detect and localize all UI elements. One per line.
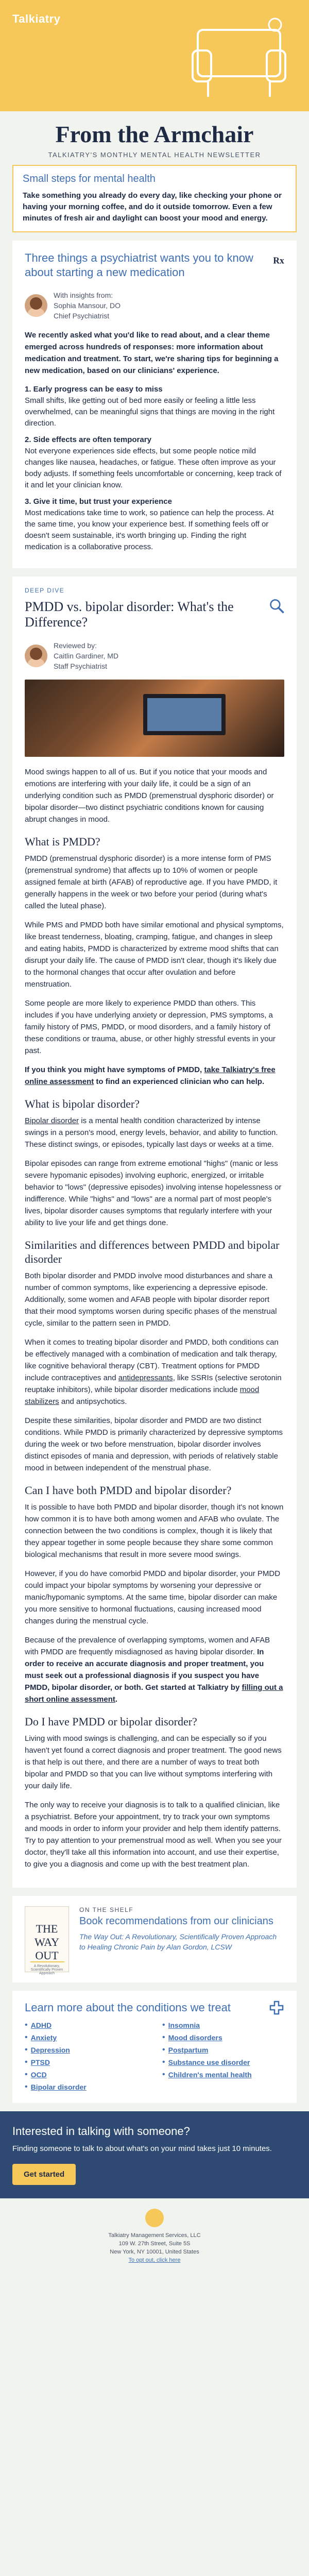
list-item: [25, 2045, 147, 2055]
hero-banner: [0, 0, 309, 111]
condition-link-substance[interactable]: • Substance use disorder: [168, 2058, 250, 2066]
list-item: 1. Early progress can be easy to miss Small shifts, like getting out of bed more easily or feeling a little less overwhelmed, can be meaningful signs that things are moving in the right direction.: [25, 385, 275, 428]
opt-out-link[interactable]: To opt out, click here: [128, 2257, 181, 2263]
article-p13: Because of the prevalence of overlapping symptoms, women and AFAB with PMDD are frequently misdiagnosed as having bipolar disorder. In order to receive an accurate diagnosis and proper treatment, you must seek out a professional diagnosis if you suspect you have PMDD, bipolar disorder, or both. Get started at Talkiatry by filling out a short online assessment.: [25, 1636, 283, 1704]
footer: [0, 2198, 309, 2279]
condition-link-ocd[interactable]: • OCD: [30, 2071, 47, 2079]
article-p4: Some people are more likely to experience PMDD than others. This includes if you have underlying anxiety or depression, PMS symptoms, a family history of PMS, PMDD, or mood disorders, and a family history of these conditions or trauma, abuse, or other highly stressful events in your past.: [25, 999, 276, 1055]
byline-name: Sophia Mansour, DO: [54, 301, 121, 310]
condition-link-postpartum[interactable]: • Postpartum: [168, 2046, 209, 2054]
article-p11: It is possible to have both PMDD and bipolar disorder, though it's not known how common it is to have both among women and AFAB who ovulate. The connection between the two conditions is complex, though it is likely that they appear together in some people because they share some common biological mechanisms that result in more severe mood swings.: [25, 1503, 284, 1559]
article-medication-title: Three things a psychiatrist wants you to know about starting a new medication: [25, 251, 253, 279]
article-p3: While PMS and PMDD both have similar emotional and physical symptoms, like breast tenderness, bloating, cramping, fatigue, and changes in sleep and eating habits, PMDD is characterized by extreme mood shifts that can disrupt your daily life. The cause of PMDD isn't clear, though it's likely due to the hormonal changes that occur after ovulation and before menstruation.: [25, 921, 284, 989]
conditions-heading: Learn more about the conditions we treat: [25, 2001, 231, 2014]
article-p2: PMDD (premenstrual dysphoric disorder) is a more intense form of PMS (premenstrual syndrome) that affects up to 10% of women or people assigned female at birth (AFAB) of reproductive age. If you have PMDD, it generally happens in the week or two before your period (during what's called the luteal phase).: [25, 854, 278, 910]
condition-link-ptsd[interactable]: • PTSD: [30, 2058, 50, 2066]
tip-body: Take something you already do every day, like checking your phone or having your morning coffee, and do it outside tomorrow. Even a few minutes of fresh air and daylight can boost your mood and energy.: [23, 191, 282, 223]
byline-lead: Reviewed by:: [54, 641, 97, 650]
footer-address-1: 109 W. 27th Street, Suite 5S: [118, 2241, 191, 2247]
book-cover-title: THE WAY OUT: [34, 1922, 60, 1962]
book-cover-subtitle: A Revolutionary, Scientifically Proven Approach: [30, 1964, 63, 1975]
conditions-list: [25, 2021, 284, 2092]
article-p6: Bipolar disorder is a mental health condition characterized by intense swings in a person's mood, energy levels, behavior, and ability to function. These distinct swings, or episodes, typically last days or weeks at a time.: [25, 1116, 278, 1149]
article-p8: Both bipolar disorder and PMDD involve mood disturbances and share a number of common symptoms, like experiencing a depressive episode. Additionally, some women and AFAB people with bipolar disorder report that their mood symptoms worsen during specific phases of the menstrual cycle, similar to the pattern seen in PMDD.: [25, 1272, 277, 1328]
condition-link-depression[interactable]: • Depression: [30, 2046, 70, 2054]
magnifier-icon: [269, 597, 284, 615]
avatar: [25, 294, 47, 317]
heading-both: Can I have both PMDD and bipolar disorder?: [25, 1484, 232, 1497]
list-item: [162, 2033, 284, 2042]
avatar: [25, 645, 47, 667]
conditions-section: [12, 1991, 297, 2103]
list-item: [162, 2021, 284, 2030]
footer-address-2: New York, NY 10001, United States: [110, 2249, 199, 2255]
list-item: [25, 2082, 147, 2092]
svg-text:Rx: Rx: [273, 255, 284, 266]
condition-link-bipolar[interactable]: • Bipolar disorder: [30, 2083, 87, 2091]
newsletter-subtitle: TALKIATRY'S MONTHLY MENTAL HEALTH NEWSLETTER: [48, 151, 261, 159]
byline-pmdd: [25, 640, 284, 671]
list-item: [162, 2058, 284, 2067]
condition-link-insomnia[interactable]: • Insomnia: [168, 2021, 200, 2029]
heading-similarities: Similarities and differences between PMDD and bipolar disorder: [25, 1239, 280, 1265]
book-heading: Book recommendations from our clinicians: [79, 1916, 273, 1927]
byline-role: Staff Psychiatrist: [54, 662, 108, 670]
book-section: [12, 1896, 297, 1982]
heading-which: Do I have PMDD or bipolar disorder?: [25, 1715, 197, 1728]
medical-cross-icon: [269, 2000, 284, 2015]
article-medication-intro: We recently asked what you'd like to read about, and a clear theme emerged across hundreds of responses: more information about medication and treatment. To start, we're sharing tips for beginning a new medication, based on our clinicians' experience.: [25, 331, 279, 375]
mood-stabilizers-link[interactable]: mood stabilizers: [25, 1385, 260, 1406]
get-started-button[interactable]: Get started: [12, 2164, 76, 2185]
heading-what-is-bipolar: What is bipolar disorder?: [25, 1097, 140, 1110]
brand-logo[interactable]: Talkiatry: [12, 12, 61, 25]
heading-what-is-pmdd: What is PMDD?: [25, 835, 100, 848]
article-pmdd-title: PMDD vs. bipolar disorder: What's the Difference?: [25, 599, 234, 630]
condition-link-children[interactable]: • Children's mental health: [168, 2071, 252, 2079]
article-pmdd: [12, 577, 297, 1888]
article-p10: Despite these similarities, bipolar disorder and PMDD are two distinct conditions. While PMDD is primarily characterized by depressive symptoms during the week or two before menstruation, bipolar disorder involves distinct episodes of mania and depression, with periods of relatively stable mood in between independent of the menstrual phase.: [25, 1416, 283, 1472]
condition-link-mood[interactable]: • Mood disorders: [168, 2033, 222, 2042]
masthead: [0, 111, 309, 165]
footer-logo: [145, 2209, 164, 2227]
article-photo: [25, 680, 284, 757]
book-kicker: ON THE SHELF: [79, 1906, 134, 1913]
assessment-link[interactable]: take Talkiatry's free online assessment: [25, 1065, 276, 1086]
short-assessment-link[interactable]: filling out a short online assessment: [25, 1683, 283, 1704]
article-p9: When it comes to treating bipolar disorder and PMDD, both conditions can be effectively managed with a combination of medication and talk therapy, like cognitive behavioral therapy (CBT). Treatment options for PMDD include contraceptives and antidepressants, like SSRIs (selective serotonin reuptake inhibitors), while bipolar disorder medications include mood stabilizers and antipsychotics.: [25, 1338, 282, 1406]
condition-link-adhd[interactable]: • ADHD: [30, 2021, 52, 2029]
article-kicker: DEEP DIVE: [25, 587, 65, 594]
list-item: [25, 2021, 147, 2030]
book-cover[interactable]: [25, 1906, 69, 1975]
list-item: [162, 2070, 284, 2079]
list-item: [25, 2033, 147, 2042]
cta-heading: Interested in talking with someone?: [12, 2125, 190, 2138]
article-p15: The only way to receive your diagnosis is to talk to a qualified clinician, like a psychiatrist. Before your appointment, try to track your own symptoms and moods in order to inform your provider and help them identify patterns. Try to pay attention to your premenstrual mood as well. When you see your doctor, they'll take all this information into account, and use their expertise, to give you a diagnosis and come up with the best treatment plan.: [25, 1801, 282, 1869]
cta-body: Finding someone to talk to about what's on your mind takes just 10 minutes.: [12, 2144, 272, 2153]
article-p1: Mood swings happen to all of us. But if you notice that your moods and emotions are interfering with your daily life, it could be a sign of an underlying condition such as PMDD (premenstrual dysphoric disorder) or bipolar disorder—two distinct psychiatric conditions known for causing abrupt changes in mood.: [25, 768, 274, 824]
newsletter-title: From the Armchair: [55, 121, 254, 147]
article-p14: Living with mood swings is challenging, and can be especially so if you haven't yet found a correct diagnosis and proper treatment. The good news is that help is out there, and there are a number of ways to treat both bipolar and PMDD so that you can live without symptoms interfering with your daily life.: [25, 1734, 282, 1790]
byline-lead: With insights from:: [54, 291, 113, 299]
list-item: [162, 2045, 284, 2055]
list-item: [25, 2058, 147, 2067]
armchair-illustration: [187, 9, 290, 102]
rx-icon: [272, 251, 284, 269]
condition-link-anxiety[interactable]: • Anxiety: [30, 2033, 57, 2042]
tips-list: [25, 384, 284, 553]
byline-role: Chief Psychiatrist: [54, 312, 110, 320]
article-p7: Bipolar episodes can range from extreme emotional "highs" (manic or less severe hypomanic episodes) involving euphoric, energized, or irritable behavior to "lows" (depressive episodes) involving intense hopelessness or indifference. While "highs" and "lows" are a normal part of most people's lives, bipolar disorder causes symptoms that regularly interfere with your ability to live your life and get things done.: [25, 1159, 282, 1227]
list-item: 2. Side effects are often temporary Not everyone experiences side effects, but some people notice mild changes like nausea, headaches, or fatigue. These often improve as your body adjusts. If something feels uncomfortable or concerning, keep track of it and let your clinician know.: [25, 435, 282, 489]
article-p12: However, if you do have comorbid PMDD and bipolar disorder, your PMDD could impact your bipolar symptoms by worsening your depressive or manic/hypomanic symptoms. At the same time, bipolar disorder can make you more sensitive to hormonal fluctuations, causing increased mood changes during the menstrual cycle.: [25, 1569, 281, 1625]
antidepressants-link[interactable]: antidepressants: [118, 1374, 173, 1382]
list-item: [25, 2070, 147, 2079]
article-p5: If you think you might have symptoms of PMDD, take Talkiatry's free online assessment to find an experienced clinician who can help.: [25, 1065, 276, 1086]
list-item: 3. Give it time, but trust your experience Most medications take time to work, so patience can help the process. At the same time, you know your experience best. If something feels off or doesn't seem sustainable, it's worth bringing up. Finding the right medication is a collaborative process.: [25, 497, 274, 551]
byline-medication: [25, 290, 284, 321]
footer-company: Talkiatry Management Services, LLC: [108, 2232, 201, 2239]
tip-heading: Small steps for mental health: [23, 173, 156, 184]
bipolar-link[interactable]: Bipolar disorder: [25, 1116, 79, 1125]
tip-card: [12, 165, 297, 232]
article-medication: [12, 241, 297, 568]
book-description[interactable]: The Way Out: A Revolutionary, Scientifically Proven Approach to Healing Chronic Pain by Alan Gordon, LCSW: [79, 1933, 277, 1951]
byline-name: Caitlin Gardiner, MD: [54, 652, 119, 660]
cta-section: [0, 2111, 309, 2198]
